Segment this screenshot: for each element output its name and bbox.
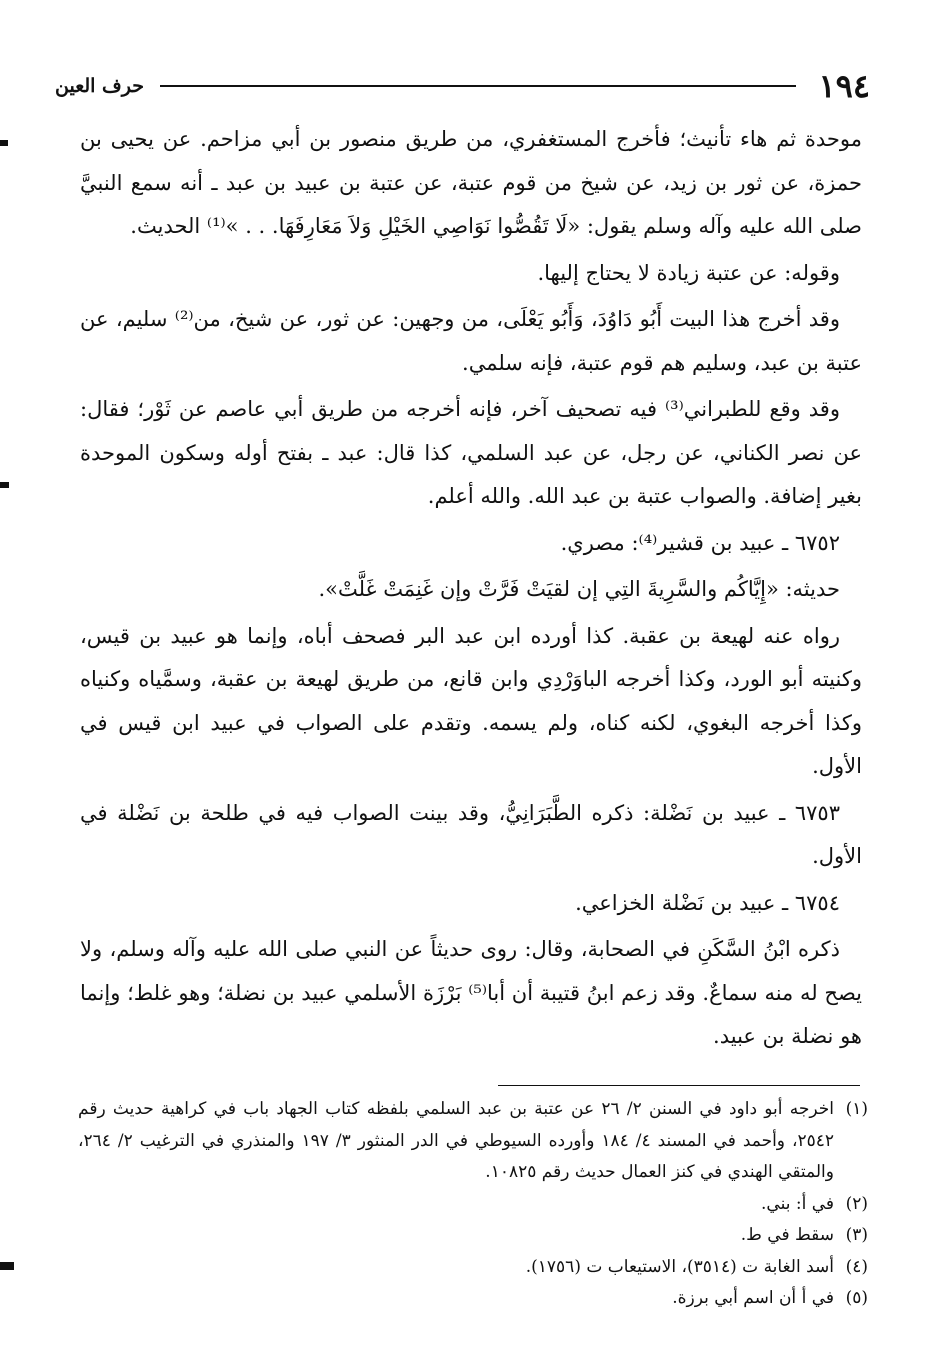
footnote-rule <box>498 1085 860 1086</box>
entry-paragraph: ٦٧٥٣ ـ عبيد بن نَضْلة: ذكره الطَّبَرَانِيُّ، وقد بينت الصواب فيه في طلحة بن نَضْلة في الأول. <box>80 800 862 868</box>
entry-heading: ٦٧٥٤ ـ عبيد بن نَضْلة الخزاعي. <box>575 890 840 915</box>
footnote-number: (٥) <box>845 1288 868 1308</box>
footnote-number: (٤) <box>845 1256 868 1277</box>
running-title: حرف العين <box>55 75 144 97</box>
paragraph: وقوله: عن عتبة زيادة لا يحتاج إليها. <box>537 260 840 285</box>
page-header <box>55 66 870 106</box>
footnote-number: (١) <box>845 1099 868 1119</box>
paragraph: حديثه: «إِيَّاكُم والسَّرِيةَ التِي إن لقيَتْ فَرَّتْ وإن غَنِمَتْ غَلَّتْ». <box>318 577 840 601</box>
footnotes <box>78 1094 868 1315</box>
paragraph: موحدة ثم هاء تأنيث؛ فأخرج المستغفري، من طريق منصور بن أبي مزاحم. عن يحيى بن حمزة، عن ثور بن زيد، عن شيخ من قوم عتبة، عن عتبة بن عبيد بن عبد ـ أنه سمع النبيَّ صلى الله عليه وآله وسلم يقول: «لَا تَقُصُّوا نَوَاصِي الخَيْلِ وَلاَ مَعَارِفَهَا. . . »⁽¹⁾ الحديث. <box>80 127 862 238</box>
footnote-number: (٢) <box>845 1193 868 1214</box>
scan-mark <box>0 1262 14 1270</box>
paragraph: وقد وقع للطبراني⁽³⁾ فيه تصحيف آخر، فإنه أخرجه من طريق أبي عاصم عن ثَوْر؛ فقال: عن نصر الكناني، عن رجل، عن عبد السلمي، كذا قال: عبد ـ بفتح أوله وسكون الموحدة بغير إضافة. والصواب عتبة بن عبد الله. والله أعلم. <box>80 397 862 508</box>
footnote-text: اخرجه أبو داود في السنن ٢/ ٢٦ عن عتبة بن عبد السلمي بلفظه كتاب الجهاد باب في كراهية حديث رقم ٢٥٤٢، وأحمد في المسند ٤/ ١٨٤ وأورده السيوطي في الدر المنثور ٣/ ١٩٧ والمنذري في الترغيب ٢/ ٢٦٤، والمتقي الهندي في كنز العمال حديث رقم ١٠٨٢٥. <box>78 1099 834 1182</box>
footnote <box>78 1189 868 1221</box>
footnote-text: أسد الغابة ت (٣٥١٤)، الاستيعاب ت (١٧٥٦). <box>525 1256 834 1277</box>
page-number: ١٩٤ <box>818 67 870 105</box>
scan-mark <box>0 140 8 146</box>
footnote <box>78 1252 868 1284</box>
footnote-number: (٣) <box>845 1225 868 1245</box>
footnote <box>78 1220 868 1252</box>
main-text <box>80 118 862 1059</box>
paragraph: ذكره ابْنُ السَّكَنِ في الصحابة، وقال: روى حديثاً عن النبي صلى الله عليه وآله وسلم، ولا يصح له منه سماعٌ. وقد زعم ابنُ قتيبة أن أبا⁽⁵⁾ بَرْزَة الأسلمي عبيد بن نضلة؛ وهو غلط؛ وإنما هو نضلة بن عبيد. <box>80 937 862 1048</box>
scan-mark <box>0 482 9 488</box>
header-rule <box>160 85 796 87</box>
paragraph: رواه عنه لهيعة بن عقبة. كذا أورده ابن عبد البر فصحف أباه، وإنما هو عبيد بن قيس، وكنيته أبو الورد، وكذا أخرجه الباوَرْدِي وابن قانع، من طريق لهيعة بن عقبة، وسمَّياه وكنياه وكذا أخرجه البغوي، لكنه كناه، ولم يسمه. وتقدم على الصواب في عبيد ابن قيس في الأول. <box>80 623 862 778</box>
footnote-text: سقط في ط. <box>740 1225 834 1245</box>
footnote <box>78 1094 868 1189</box>
footnote-text: في أ أن اسم أبي برزة. <box>672 1288 834 1308</box>
entry-heading: ٦٧٥٢ ـ عبيد بن قشير⁽⁴⁾: مصري. <box>560 530 840 555</box>
footnote <box>78 1283 868 1315</box>
footnote-text: في أ: بني. <box>761 1193 834 1214</box>
paragraph: وقد أخرج هذا البيت أَبُو دَاوُدَ، وَأَبُو يَعْلَى، من وجهين: عن ثور، عن شيخ، من⁽²⁾ سليم، عن عتبة بن عبد، وسليم هم قوم عتبة، فإنه سلمي. <box>80 307 862 375</box>
